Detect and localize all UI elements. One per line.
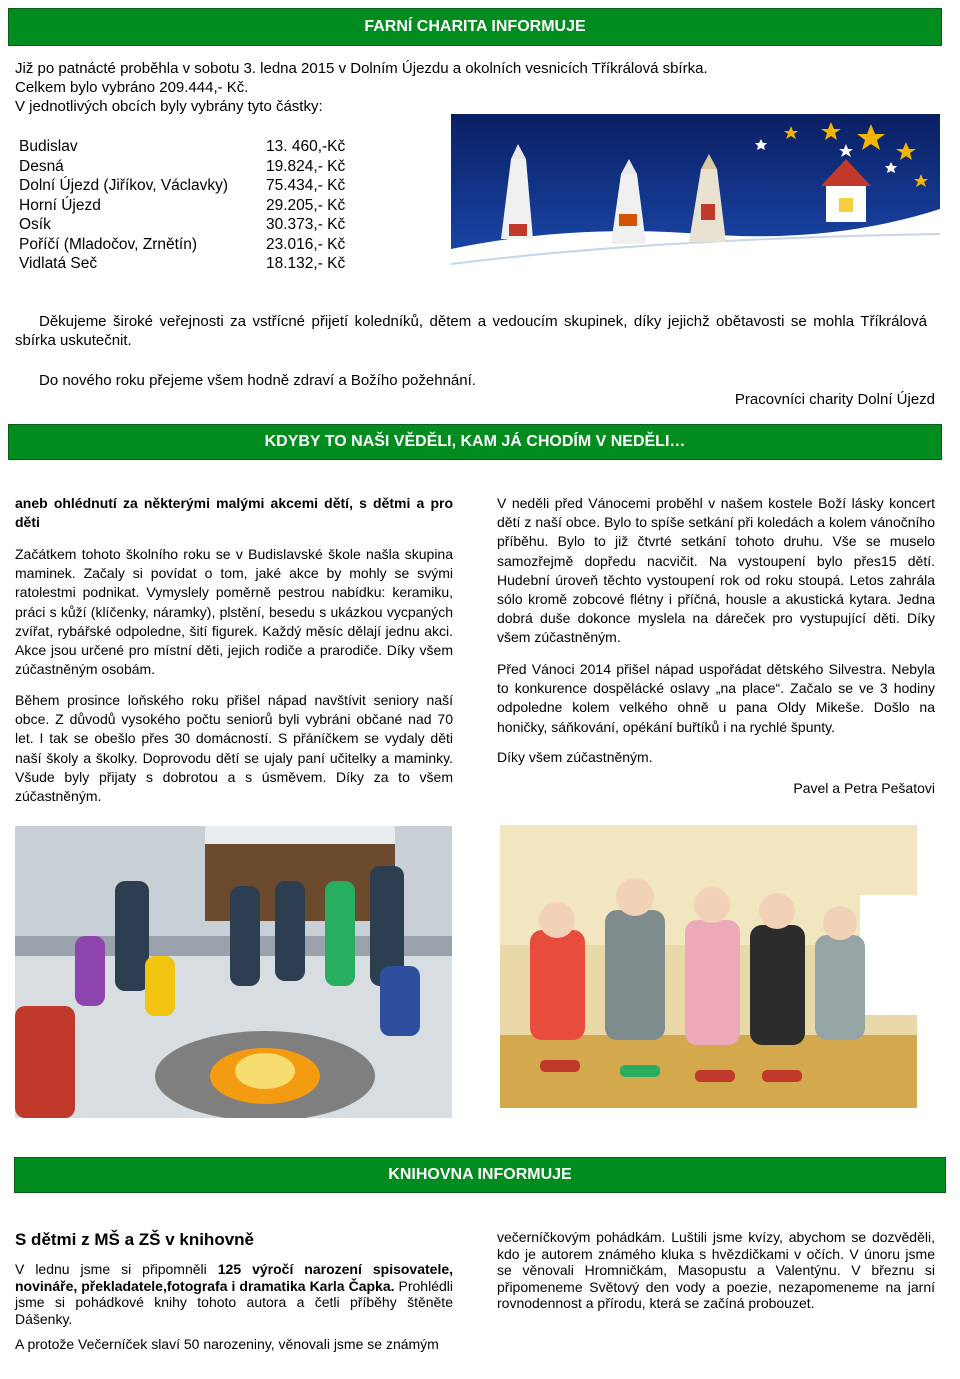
knihovna-paragraph [15, 1261, 453, 1327]
collection-amount: 75.434,- Kč [266, 177, 346, 194]
collection-amount: 23.016,- Kč [266, 235, 346, 253]
section-banner-knihovna [14, 1157, 946, 1193]
knihovna-heading: S dětmi z MŠ a ZŠ v knihovně [15, 1230, 254, 1249]
collection-amounts [266, 137, 386, 274]
collection-amount: 29.205,- Kč [266, 196, 346, 214]
intro-line: V jednotlivých obcích byly vybrány tyto částky: [15, 98, 323, 116]
intro-line: Již po patnácté proběhla v sobotu 3. ledna 2015 v Dolním Újezdu a okolních vesnicích Tříkrálová sbírka. [15, 60, 708, 77]
kdyby-paragraph: Během prosince loňského roku přišel nápad navštívit seniory naší obce. Z důvodů vysokého počtu seniorů byli vybráni občané nad 70 let. I tak se obešlo přes 30 domácností. S přáníčkem se vydaly děti naší školy a školky. Doprovodu dětí se ujaly paní učitelky a maminky. Všude byly přijaty s dobrotou a s úsměvem. Díky za to všem zúčastněným. [15, 692, 453, 805]
collection-place: Desná [19, 157, 64, 175]
collection-place: Poříčí (Mladočov, Zrnětín) [19, 235, 198, 253]
three-kings-illustration [451, 114, 940, 291]
intro-line: Celkem bylo vybráno 209.444,- Kč. [15, 79, 249, 97]
paragraph-text: Prohlédli jsme si pohádkové knihy tohoto autora a četli příběhy štěněte Dášenky. [15, 1277, 453, 1327]
collection-amount: 18.132,- Kč [266, 255, 346, 272]
knihovna-paragraph: večerníčkovým pohádkám. Luštili jsme kvízy, abychom se dozvěděli, kdo je autorem známého kluka s hvězdičkami v očích. V únoru jsme se věnovali Hromničkám, Masopustu a Valentýnu. V březnu si připomeneme Světový den vody a poezie, nezapomeneme na jarní rovnodennost a přírodu, která se začíná probouzet. [497, 1229, 935, 1311]
kdyby-paragraph: Začátkem tohoto školního roku se v Budislavské škole našla skupina maminek. Začaly si povídat o tom, jaké akce by mohly se svými ratolestmi podnikat. Vymyslely poměrně pestrou nabídku: keramiku, práci s kůží (klíčenky, náramky), plstění, besedu s ukázkou vycpaných zvířat, rybářské odpoledne, šití figurek. Každý měsíc dělají jednu akci. Akce jsou určené pro místní děti, jejich rodiče a prarodiče. Díky všem zúčastněným osobám. [15, 546, 453, 678]
paragraph-highlight: 125 výročí narození spisovatele, novináře, překladatele,fotografa i dramatika Karla Čapka. [15, 1261, 454, 1294]
charita-thanks: Děkujeme široké veřejnosti za vstřícné přijetí koledníků, dětem a vedoucím skupinek, díky jejichž obětavosti se mohla Tříkrálová sbírka uskutečnit. [15, 313, 927, 350]
collection-amount: 30.373,- Kč [266, 216, 346, 233]
section-banner-kdyby [8, 424, 942, 460]
section-banner-charita [8, 8, 942, 46]
charita-wish: Do nového roku přejeme všem hodně zdraví a Božího požehnání. [39, 372, 476, 389]
collection-amount: 13. 460,-Kč [266, 138, 346, 155]
banner-title: FARNÍ CHARITA INFORMUJE [364, 18, 586, 35]
paragraph-text: V lednu jsme si připomněli [15, 1261, 218, 1277]
kdyby-paragraph: Díky všem zúčastněným. [497, 749, 653, 765]
kdyby-paragraph: Před Vánoci 2014 přišel nápad uspořádat dětského Silvestra. Nebyla to konkurence dospělácké oslavy „na place“. Začalo se ve 3 hodiny odpoledne kolem velkého ohně u pana Oldy Mikeše. Došlo na honičky, sáňkování, opékání buřtíků i na rychlé špunty. [497, 661, 935, 735]
collection-place: Osík [19, 216, 51, 233]
knihovna-paragraph: A protože Večerníček slaví 50 narozeniny, věnovali jsme se známým [15, 1336, 439, 1352]
charita-signature: Pracovníci charity Dolní Újezd [734, 391, 935, 408]
collection-place: Horní Újezd [19, 196, 101, 214]
charita-intro [15, 59, 915, 117]
collection-amount: 19.824,- Kč [266, 157, 346, 175]
kdyby-subtitle: aneb ohlédnutí za některými malými akcemi dětí, s dětmi a pro děti [15, 495, 453, 531]
collection-place: Vidlatá Seč [19, 255, 98, 272]
collection-places [19, 137, 269, 274]
campfire-photo [15, 826, 452, 1118]
collection-place: Budislav [19, 138, 78, 155]
collection-place: Dolní Újezd (Jiříkov, Václavky) [19, 177, 229, 194]
banner-title: KNIHOVNA INFORMUJE [388, 1166, 572, 1183]
banner-title: KDYBY TO NAŠI VĚDĚLI, KAM JÁ CHODÍM V NEDĚLI… [264, 433, 686, 450]
kdyby-paragraph: V neděli před Vánocemi proběhl v našem kostele Boží lásky koncert dětí z naší obce. Bylo to spíše setkání při koledách a kolem vánočního příběhu. Bylo to již čtvrté setkání tohoto druhu. Vše se muselo samozřejmě dopředu nacvičit. Na vystoupení bylo přes15 dětí. Hudební úroveň těchto vystoupení rok od roku stoupá. Letos zahrála sólo kromě zobcové flétny i příčná, housle a akustická kytara. Jedna dobrá duše dokonce myslela na dáreček pro vystupující děti. Díky všem zúčastněným. [497, 495, 935, 646]
kdyby-signature: Pavel a Petra Pešatovi [793, 780, 935, 796]
children-photo [500, 825, 917, 1108]
